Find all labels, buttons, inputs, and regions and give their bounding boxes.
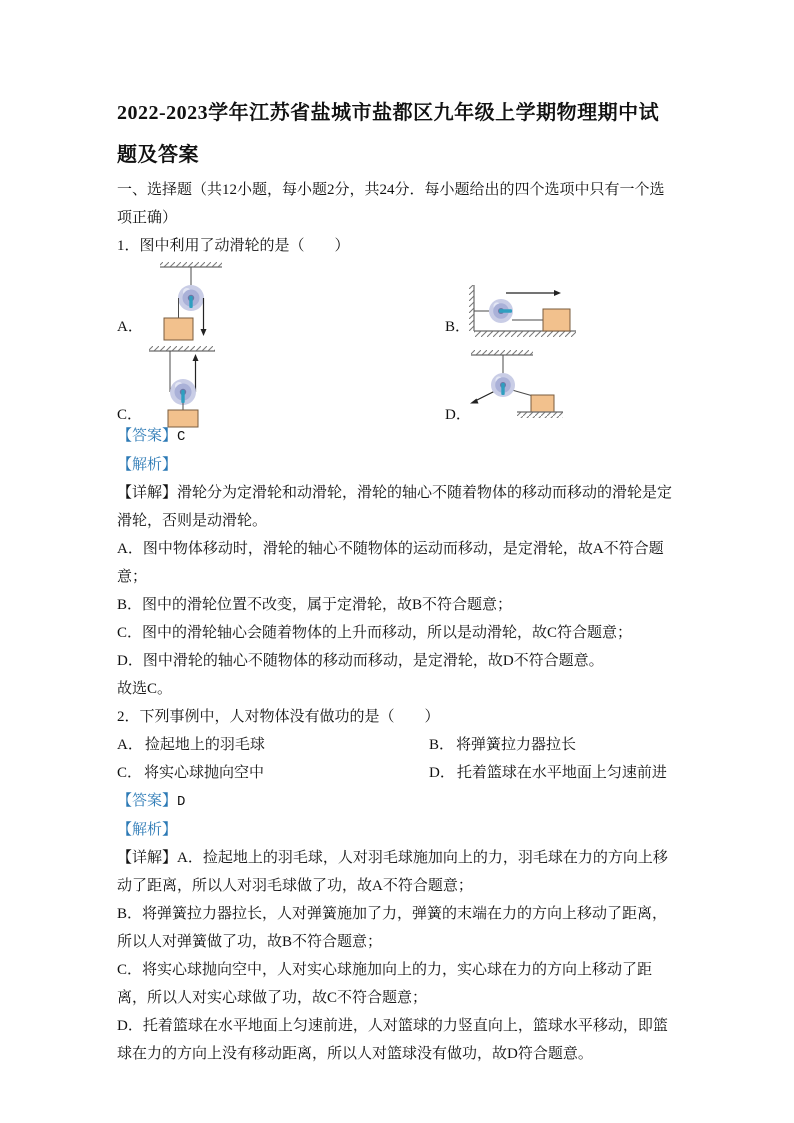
figure-label-d: D． [445, 407, 471, 423]
q1-answer-value: C [177, 429, 186, 445]
q2-answer-line [117, 787, 679, 816]
q1-conclusion: 故选C。 [117, 681, 173, 697]
q1-analysis-label: 【解析】 [117, 457, 178, 473]
section-header: 一、选择题（共12小题，每小题2分，共24分．每小题给出的四个选项中只有一个选项正确） [117, 182, 665, 226]
wall-pulley-horizontal-pull-diagram-icon [469, 283, 581, 339]
q1-figure-area [117, 260, 679, 422]
q2-answer-value: D [177, 794, 186, 810]
figure-label-b: B． [445, 319, 471, 335]
movable-pulley-lifting-weight-diagram-icon [147, 346, 219, 428]
q2-explanation-d: D．托着篮球在水平地面上匀速前进，人对篮球的力竖直向上，篮球水平移动，即篮球在力的方向上没有移动距离，所以人对篮球没有做功，故D符合题意。 [117, 1018, 668, 1062]
fixed-pulley-ceiling-weight-diagram-icon [157, 262, 227, 342]
figure-label-c: C． [117, 407, 143, 423]
q1-explanation-d: D．图中滑轮的轴心不随物体的移动而移动，是定滑轮，故D不符合题意。 [117, 653, 604, 669]
q2-option-d: D． 托着篮球在水平地面上匀速前进 [429, 765, 667, 781]
q1-explanation-a: A．图中物体移动时，滑轮的轴心不随物体的运动而移动，是定滑轮，故A不符合题意； [117, 541, 664, 585]
q2-option-c: C． 将实心球抛向空中 [117, 765, 265, 781]
q1-explanation-b: B．图中的滑轮位置不改变，属于定滑轮，故B不符合题意； [117, 597, 513, 613]
q2-option-b: B． 将弹簧拉力器拉长 [429, 737, 577, 753]
q2-explanation-a: 【详解】A．捡起地上的羽毛球，人对羽毛球施加向上的力，羽毛球在力的方向上移动了距离，所以人对羽毛球做了功，故A不符合题意； [117, 850, 668, 894]
q2-explanation-c: C．将实心球抛向空中，人对实心球施加向上的力，实心球在力的方向上移动了距离，所以人对实心球做了功，故C不符合题意； [117, 962, 653, 1006]
q2-options-row-2 [117, 759, 679, 787]
q1-explanation-c: C．图中的滑轮轴心会随着物体的上升而移动，所以是动滑轮，故C符合题意； [117, 625, 633, 641]
exam-title: 2022-2023学年江苏省盐城市盐都区九年级上学期物理期中试题及答案 [117, 102, 660, 166]
figure-label-a: A． [117, 319, 143, 335]
q2-analysis-label: 【解析】 [117, 822, 178, 838]
q2-options-row-1 [117, 731, 679, 759]
q1-answer-label: 【答案】 [117, 428, 178, 444]
q2-stem: 2．下列事例中，人对物体没有做功的是（ ） [117, 709, 440, 725]
q2-answer-label: 【答案】 [117, 793, 178, 809]
q2-explanation-b: B．将弹簧拉力器拉长，人对弹簧施加了力，弹簧的末端在力的方向上移动了距离，所以人对弹簧做了功，故B不符合题意； [117, 906, 668, 950]
q2-option-a: A． 捡起地上的羽毛球 [117, 737, 265, 753]
q1-detail: 【详解】滑轮分为定滑轮和动滑轮，滑轮的轴心不随着物体的移动而移动的滑轮是定滑轮，否则是动滑轮。 [117, 485, 673, 529]
q1-stem: 1．图中利用了动滑轮的是（ ） [117, 238, 350, 254]
fixed-pulley-ground-block-diagram-icon [463, 350, 567, 420]
